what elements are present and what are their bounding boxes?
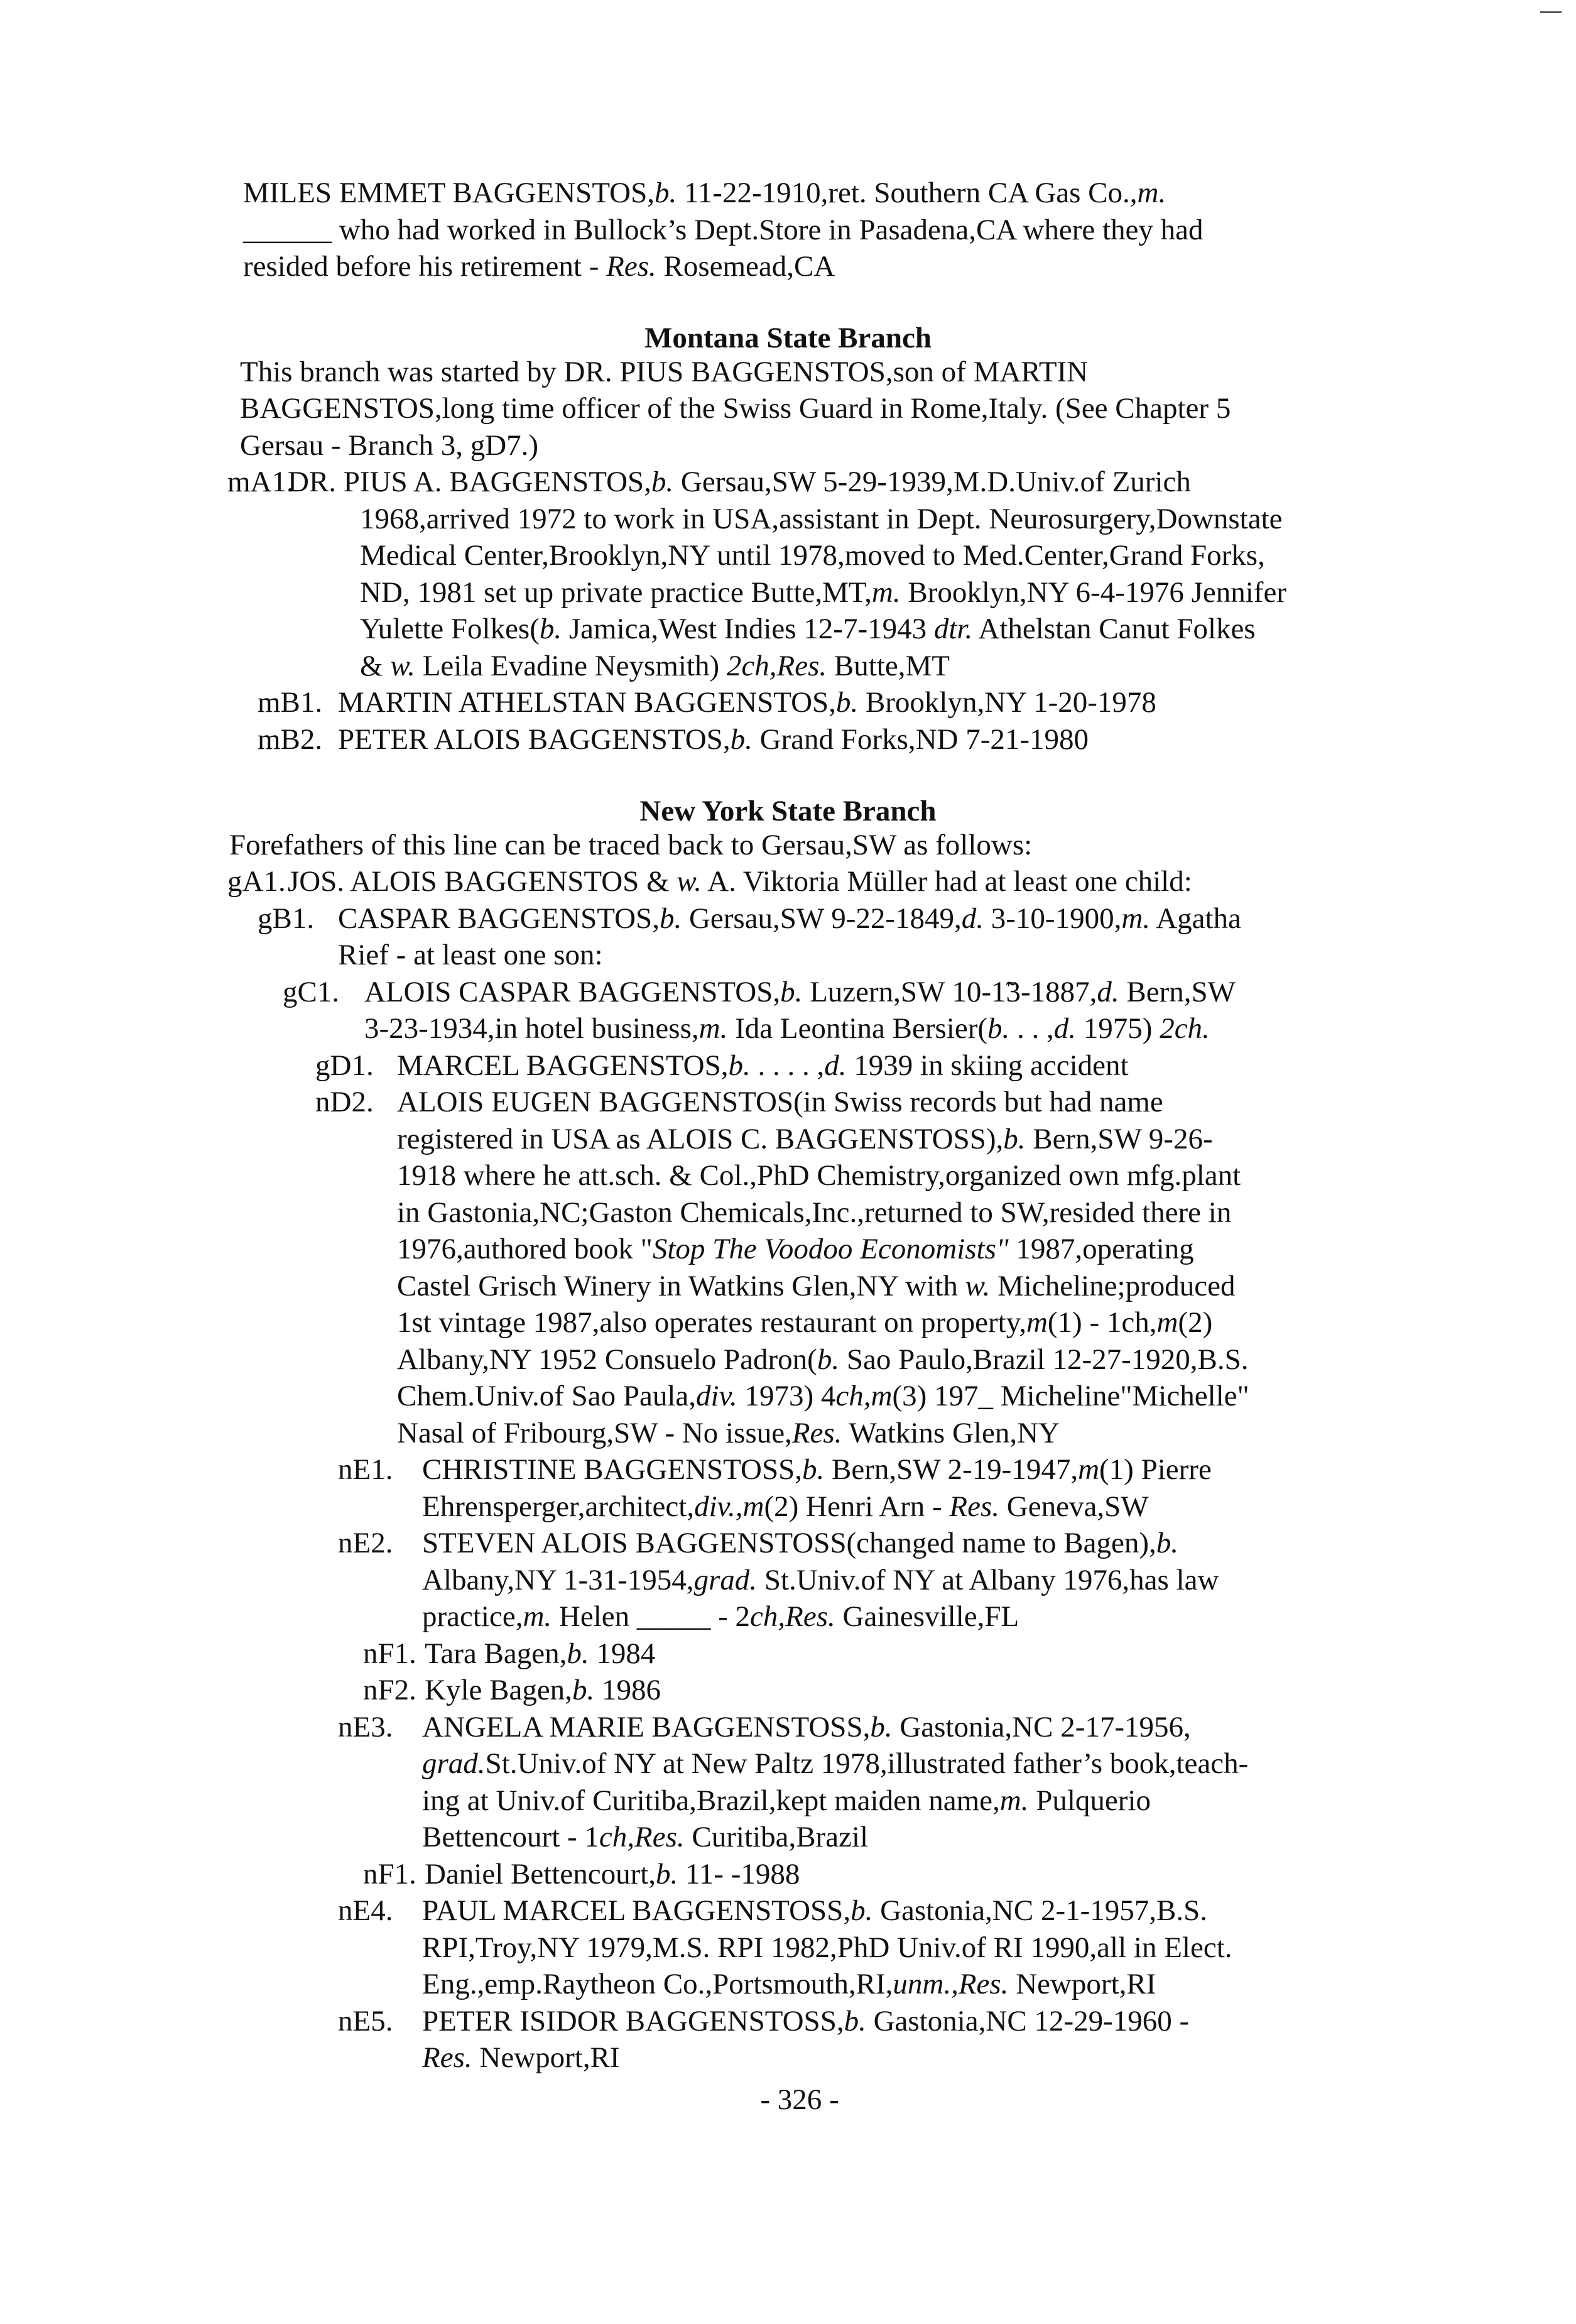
entry-label: nE2. — [338, 1527, 393, 1560]
text-run: 1968,arrived 1972 to work in USA,assistant in Dept. Neurosurgery,Downstate — [360, 502, 1283, 535]
entry-line — [338, 684, 1156, 721]
text-run: 3-10-1900, — [984, 902, 1122, 935]
entry-line — [397, 1304, 1212, 1341]
text-run: 1984 — [589, 1637, 656, 1670]
entry-line — [422, 1929, 1232, 1966]
paragraph-line — [240, 354, 1088, 390]
text-run: resided before his retirement - — [243, 250, 607, 283]
italic-abbrev: b. — [659, 902, 682, 935]
text-run: registered in USA as ALOIS C. BAGGENSTOSS), — [397, 1122, 1004, 1155]
text-run: Sao Paulo,Brazil 12-27-1920,B.S. — [839, 1343, 1249, 1376]
entry-line — [422, 2039, 620, 2076]
italic-abbrev: b. — [656, 1857, 678, 1890]
text-run: . . , — [1009, 1012, 1054, 1045]
entry-line — [397, 1121, 1213, 1157]
italic-abbrev: m — [1156, 1306, 1178, 1339]
section-heading: Montana State Branch — [644, 322, 932, 355]
text-run: Bern,SW 2-19-1947, — [824, 1453, 1079, 1487]
text-run: Albany,NY 1-31-1954, — [422, 1563, 694, 1596]
text-run: Jamica,West Indies 12-7-1943 — [562, 613, 934, 646]
text-run: Pulquerio — [1028, 1784, 1151, 1817]
paragraph-line — [229, 827, 1032, 863]
entry-line — [360, 537, 1265, 574]
italic-abbrev: b. — [651, 466, 674, 499]
entry-label: nE3. — [338, 1710, 393, 1743]
entry-line — [397, 1194, 1231, 1231]
entry-line — [422, 1709, 1191, 1745]
entry-line — [397, 1378, 1249, 1414]
text-run: Curitiba,Brazil — [684, 1821, 869, 1854]
text-run: Yulette Folkes( — [360, 613, 540, 646]
text-run: Chem.Univ.of Sao Paula, — [397, 1380, 697, 1413]
text-run: Geneva,SW — [999, 1490, 1149, 1523]
text-run: Luzern,SW 10-1̃3-1887, — [802, 975, 1097, 1008]
italic-abbrev: d. — [824, 1049, 847, 1082]
text-run: Forefathers of this line can be traced back to Gersau,SW as follows: — [229, 828, 1033, 861]
text-run: in Gastonia,NC;Gaston Chemicals,Inc.,returned to SW,resided there in — [397, 1196, 1232, 1229]
text-run: Bettencourt - 1 — [422, 1821, 599, 1854]
entry-label: nE4. — [338, 1894, 393, 1928]
italic-abbrev: b. — [817, 1343, 840, 1376]
italic-abbrev: m. — [999, 1784, 1029, 1817]
italic-abbrev: 2ch. — [1160, 1012, 1210, 1045]
text-run: CASPAR BAGGENSTOS, — [338, 902, 660, 935]
text-run: A. Viktoria Müller had at least one child: — [702, 865, 1192, 898]
entry-line — [397, 1415, 1060, 1451]
italic-abbrev: b. — [572, 1674, 595, 1707]
text-run: Ida Leontina Bersier( — [727, 1012, 988, 1045]
italic-abbrev: Res. — [791, 1416, 842, 1449]
text-run: Brooklyn,NY 6-4-1976 Jennifer — [900, 576, 1286, 609]
italic-abbrev: ch,m — [835, 1380, 893, 1413]
text-run: Helen _____ - 2 — [552, 1600, 751, 1634]
entry-line — [422, 1892, 1207, 1929]
entry-label: mB2. — [258, 723, 323, 756]
italic-abbrev: ch,Res. — [599, 1821, 685, 1854]
italic-abbrev: m. — [1121, 902, 1151, 935]
text-run: St.Univ.of NY at New Paltz 1978,illustrated father’s book,teach- — [485, 1747, 1249, 1781]
italic-abbrev: b. — [567, 1637, 589, 1670]
text-run: RPI,Troy,NY 1979,M.S. RPI 1982,PhD Univ.of RI 1990,all in Elect. — [422, 1931, 1232, 1964]
entry-line — [364, 974, 1236, 1010]
italic-abbrev: b. — [730, 723, 753, 756]
italic-abbrev: unm.,Res. — [893, 1968, 1009, 2001]
text-run: Butte,MT — [827, 649, 950, 682]
text-run: This branch was started by DR. PIUS BAGGENSTOS,son of MARTIN — [240, 355, 1089, 388]
text-run: Nasal of Fribourg,SW - No issue, — [397, 1416, 792, 1449]
italic-abbrev: b. — [780, 975, 803, 1008]
text-run: DR. PIUS A. BAGGENSTOS, — [288, 466, 651, 499]
entry-line — [425, 1856, 800, 1892]
text-run: Ehrensperger,architect, — [422, 1490, 695, 1523]
text-run: Gastonia,NC 2-17-1956, — [892, 1710, 1191, 1743]
text-run: (1) - 1ch, — [1047, 1306, 1157, 1339]
text-run: Bern,SW — [1119, 975, 1236, 1008]
text-run: Gainesville,FL — [835, 1600, 1019, 1634]
text-run: MILES EMMET BAGGENSTOS, — [243, 177, 655, 209]
text-run: PETER ALOIS BAGGENSTOS, — [338, 723, 731, 756]
text-run: MARCEL BAGGENSTOS, — [397, 1049, 729, 1082]
text-run: 1987,operating — [1008, 1233, 1194, 1266]
text-run: (2) — [1178, 1306, 1213, 1339]
italic-abbrev: div. — [696, 1380, 737, 1413]
entry-line — [364, 1010, 1210, 1047]
text-run: CHRISTINE BAGGENSTOSS, — [422, 1453, 802, 1487]
italic-abbrev: Res. — [606, 250, 656, 283]
text-run: ______ who had worked in Bullock’s Dept.Store in Pasadena,CA where they had — [243, 213, 1204, 246]
text-run: Brooklyn,NY 1-20-1978 — [858, 686, 1156, 719]
text-run: ing at Univ.of Curitiba,Brazil,kept maiden name, — [422, 1784, 1000, 1817]
italic-abbrev: 2ch,Res. — [726, 649, 827, 682]
entry-line — [360, 574, 1286, 611]
text-run: Albany,NY 1952 Consuelo Padron( — [397, 1343, 817, 1376]
italic-abbrev: grad. — [693, 1563, 758, 1596]
text-run: ALOIS EUGEN BAGGENSTOS(in Swiss records but had name — [397, 1086, 1163, 1119]
italic-abbrev: grad. — [422, 1747, 486, 1781]
entry-line — [425, 1672, 661, 1708]
text-run: Micheline;produced — [990, 1269, 1236, 1302]
text-run: Gersau,SW 9-22-1849, — [682, 902, 962, 935]
text-run: & — [360, 649, 391, 682]
entry-label: nF2. — [363, 1674, 416, 1707]
italic-abbrev: b. — [728, 1049, 751, 1082]
entry-line — [422, 1966, 1156, 2002]
entry-line — [397, 1084, 1163, 1120]
italic-abbrev: w. — [965, 1269, 991, 1302]
italic-abbrev: d. — [961, 902, 984, 935]
text-run: 11- -1988 — [678, 1857, 800, 1890]
text-run: Grand Forks,ND 7-21-1980 — [752, 723, 1089, 756]
text-run: 1973) 4 — [737, 1380, 836, 1413]
italic-abbrev: b. — [844, 2004, 866, 2038]
text-run: practice, — [422, 1600, 523, 1634]
entry-label: nF1. — [363, 1637, 416, 1670]
paragraph-line — [240, 390, 1231, 427]
entry-label: gB1. — [258, 902, 315, 935]
entry-label: gC1. — [283, 975, 340, 1008]
paragraph-line — [243, 212, 1204, 248]
italic-abbrev: Stop The Voodoo Economists" — [652, 1233, 1009, 1266]
entry-line — [360, 648, 950, 684]
entry-line — [338, 937, 603, 973]
italic-abbrev: b. — [870, 1710, 893, 1743]
text-run: Watkins Glen,NY — [842, 1416, 1060, 1449]
entry-label: mB1. — [258, 686, 323, 719]
text-run: 1986 — [594, 1674, 661, 1707]
entry-line — [360, 611, 1256, 647]
entry-line — [422, 1562, 1219, 1598]
italic-abbrev: Res. — [422, 2041, 472, 2075]
text-run: 1st vintage 1987,also operates restaurant on property, — [397, 1306, 1026, 1339]
paragraph-line — [243, 248, 835, 285]
entry-line — [422, 1525, 1178, 1561]
text-run: Eng.,emp.Raytheon Co.,Portsmouth,RI, — [422, 1968, 893, 2001]
entry-line — [425, 1635, 655, 1672]
entry-line — [422, 1598, 1019, 1635]
text-run: Kyle Bagen, — [425, 1674, 572, 1707]
entry-line — [422, 1451, 1212, 1488]
italic-abbrev: b. — [1156, 1527, 1179, 1560]
text-run: Tara Bagen, — [425, 1637, 567, 1670]
section-heading: New York State Branch — [639, 794, 937, 827]
entry-line — [397, 1231, 1194, 1267]
text-run: PETER ISIDOR BAGGENSTOSS, — [422, 2004, 844, 2038]
entry-line — [422, 1819, 868, 1855]
italic-abbrev: Res. — [949, 1490, 1000, 1523]
entry-line — [397, 1157, 1241, 1194]
text-run: Rief - at least one son: — [338, 939, 603, 972]
text-run: Bern,SW 9-26- — [1025, 1122, 1213, 1155]
italic-abbrev: d. — [1097, 975, 1119, 1008]
text-run: Athelstan Canut Folkes — [972, 613, 1256, 646]
italic-abbrev: m — [1026, 1306, 1048, 1339]
text-run: (3) 197_ Micheline"Michelle" — [892, 1380, 1249, 1413]
text-run: ND, 1981 set up private practice Butte,MT, — [360, 576, 872, 609]
text-run: Newport,RI — [1008, 1968, 1156, 2001]
entry-label: gA1. — [227, 865, 286, 898]
text-run: 11-22-1910,ret. Southern CA Gas Co., — [677, 177, 1138, 209]
text-run: PAUL MARCEL BAGGENSTOSS, — [422, 1894, 851, 1928]
italic-abbrev: m. — [523, 1600, 552, 1634]
text-run: ANGELA MARIE BAGGENSTOSS, — [422, 1710, 871, 1743]
text-run: Agatha — [1150, 902, 1241, 935]
text-run: 1976,authored book " — [397, 1233, 653, 1266]
entry-line — [338, 721, 1089, 758]
text-run: Gastonia,NC 2-1-1957,B.S. — [872, 1894, 1207, 1928]
entry-line — [422, 1488, 1149, 1525]
entry-label: nF1. — [363, 1857, 416, 1890]
italic-abbrev: d. — [1053, 1012, 1077, 1045]
text-run: MARTIN ATHELSTAN BAGGENSTOS, — [338, 686, 836, 719]
italic-abbrev: m. — [871, 576, 901, 609]
text-run: Gastonia,NC 12-29-1960 - — [866, 2004, 1190, 2038]
text-run: Rosemead,CA — [656, 250, 835, 283]
text-run: (1) Pierre — [1099, 1453, 1212, 1487]
italic-abbrev: b. — [987, 1012, 1010, 1045]
entry-line — [288, 863, 1192, 900]
entry-label: nE1. — [338, 1453, 393, 1487]
text-run: (2) Henri Arn - — [764, 1490, 950, 1523]
text-run: 1975) — [1076, 1012, 1160, 1045]
entry-line — [397, 1268, 1235, 1304]
italic-abbrev: b. — [1003, 1122, 1026, 1155]
italic-abbrev: ch,Res. — [750, 1600, 835, 1634]
text-run: Castel Grisch Winery in Watkins Glen,NY with — [397, 1269, 965, 1302]
text-run: 1918 where he att.sch. & Col.,PhD Chemistry,organized own mfg.plant — [397, 1159, 1241, 1192]
paragraph-line — [240, 427, 538, 464]
entry-line — [360, 501, 1283, 537]
italic-abbrev: b. — [835, 686, 859, 719]
entry-label: gD1. — [315, 1049, 374, 1082]
entry-line — [288, 464, 1191, 500]
text-run: Daniel Bettencourt, — [425, 1857, 656, 1890]
text-run: Newport,RI — [472, 2041, 620, 2075]
text-run: ALOIS CASPAR BAGGENSTOS, — [364, 975, 781, 1008]
text-run: St.Univ.of NY at Albany 1976,has law — [757, 1563, 1219, 1596]
italic-abbrev: b. — [850, 1894, 873, 1928]
entry-line — [397, 1341, 1249, 1378]
italic-abbrev: w. — [677, 865, 702, 898]
italic-abbrev: m — [1078, 1453, 1100, 1487]
text-run: Gersau - Branch 3, gD7.) — [240, 428, 539, 462]
entry-line — [397, 1047, 1129, 1084]
italic-abbrev: div.,m — [694, 1490, 764, 1523]
scan-mark — [1540, 11, 1562, 13]
entry-label: mA1. — [227, 466, 294, 499]
text-run: Gersau,SW 5-29-1939,M.D.Univ.of Zurich — [673, 466, 1191, 499]
entry-label: nE5. — [338, 2004, 393, 2038]
text-run: STEVEN ALOIS BAGGENSTOSS(changed name to Bagen), — [422, 1527, 1156, 1560]
entry-line — [422, 1782, 1151, 1819]
italic-abbrev: b. — [802, 1453, 825, 1487]
entry-line — [422, 1745, 1248, 1782]
italic-abbrev: b. — [655, 177, 677, 209]
entry-line — [338, 900, 1241, 937]
text-run: 1939 in skiing accident — [846, 1049, 1129, 1082]
text-run: . . . . , — [750, 1049, 825, 1082]
paragraph-line — [243, 175, 1166, 211]
text-run: JOS. ALOIS BAGGENSTOS & — [288, 865, 677, 898]
italic-abbrev: dtr. — [933, 613, 973, 646]
entry-label: nD2. — [315, 1086, 374, 1119]
entry-line — [422, 2003, 1189, 2039]
italic-abbrev: b. — [539, 613, 562, 646]
italic-abbrev: w. — [390, 649, 415, 682]
text-run: BAGGENSTOS,long time officer of the Swiss Guard in Rome,Italy. (See Chapter 5 — [240, 392, 1231, 425]
italic-abbrev: m. — [1137, 177, 1166, 209]
text-run: 3-23-1934,in hotel business, — [364, 1012, 699, 1045]
text-run: Medical Center,Brooklyn,NY until 1978,moved to Med.Center,Grand Forks, — [360, 539, 1265, 572]
page-number: - 326 - — [760, 2083, 839, 2116]
italic-abbrev: m. — [698, 1012, 728, 1045]
text-run: Leila Evadine Neysmith) — [415, 649, 727, 682]
